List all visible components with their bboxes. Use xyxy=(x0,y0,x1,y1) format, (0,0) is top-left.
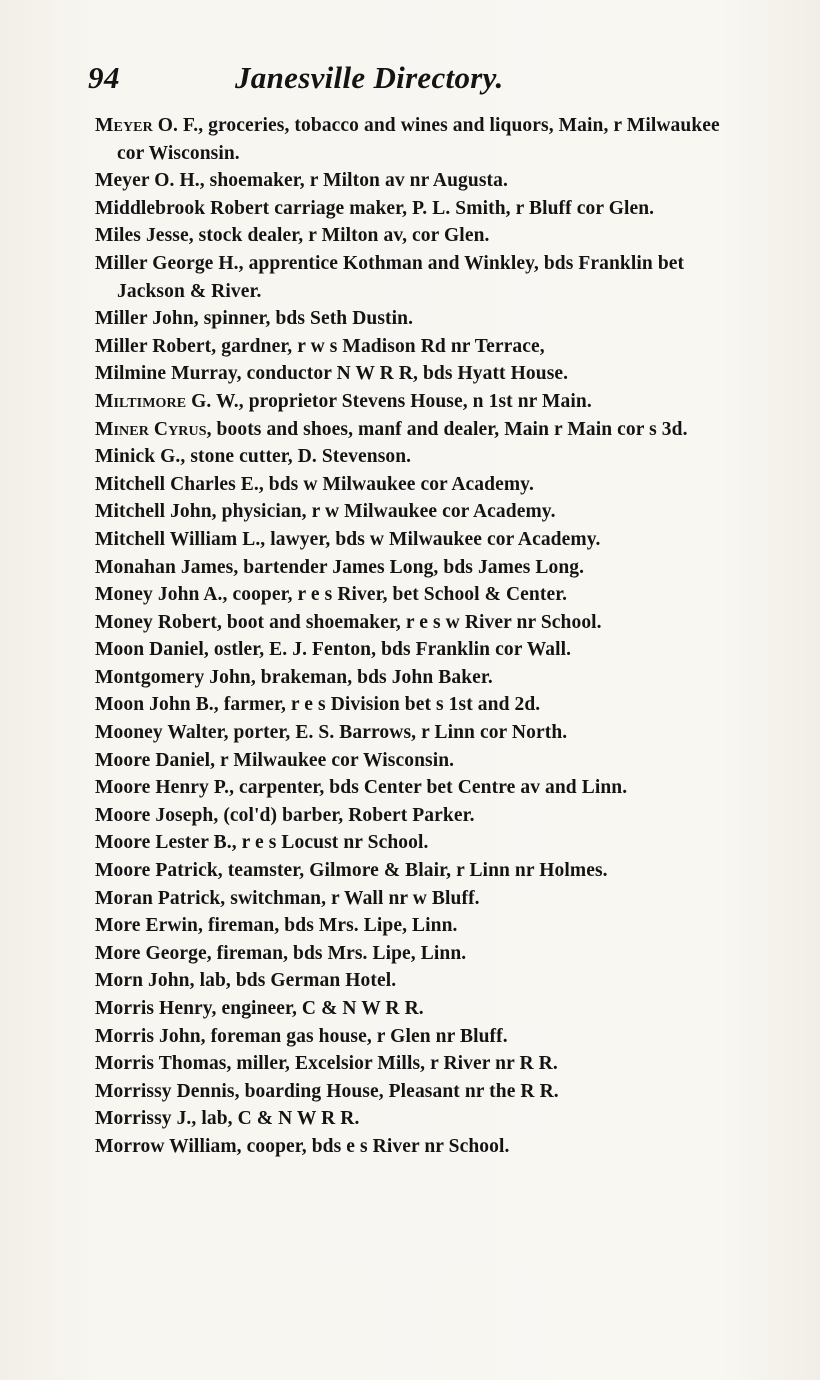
directory-entry xyxy=(95,498,745,526)
directory-entry xyxy=(95,195,745,223)
entry-text: O. F., groceries, tobacco and wines and liquors, Main, r Milwaukee cor Wisconsin. xyxy=(117,115,720,164)
directory-entry xyxy=(95,167,745,195)
entry-text: Morris John, foreman gas house, r Glen nr Bluff. xyxy=(95,1025,508,1047)
directory-entry xyxy=(95,443,745,471)
entry-surname-caps: Miltimore xyxy=(95,390,187,412)
directory-entry xyxy=(95,471,745,499)
entry-text: Moore Lester B., r e s Locust nr School. xyxy=(95,832,429,854)
directory-entry xyxy=(95,416,745,444)
entry-text: Montgomery John, brakeman, bds John Baker. xyxy=(95,666,493,688)
directory-entry xyxy=(95,360,745,388)
directory-entry xyxy=(95,691,745,719)
entry-text: Miller John, spinner, bds Seth Dustin. xyxy=(95,308,414,330)
entry-text: Moore Daniel, r Milwaukee cor Wisconsin. xyxy=(95,749,455,771)
entry-surname-caps: Meyer xyxy=(95,115,153,136)
directory-entry xyxy=(95,1133,745,1161)
directory-entry xyxy=(95,1023,745,1051)
directory-entry xyxy=(95,885,745,913)
entry-text: G. W., proprietor Stevens House, n 1st nr Main. xyxy=(186,390,592,412)
entry-text: Milmine Murray, conductor N W R R, bds Hyatt House. xyxy=(95,363,569,385)
directory-entry xyxy=(95,581,745,609)
entry-surname-caps: Miner Cyrus xyxy=(95,418,207,440)
directory-entry xyxy=(95,636,745,664)
entry-text: Morrissy J., lab, C & N W R R. xyxy=(95,1108,360,1130)
entry-text: More George, fireman, bds Mrs. Lipe, Linn. xyxy=(95,942,467,964)
directory-entry xyxy=(95,719,745,747)
page-number: 94 xyxy=(88,60,120,95)
entry-text: Mooney Walter, porter, E. S. Barrows, r Linn cor North. xyxy=(95,722,568,744)
entry-text: Moon John B., farmer, r e s Division bet s 1st and 2d. xyxy=(95,694,541,716)
entry-text: More Erwin, fireman, bds Mrs. Lipe, Linn. xyxy=(95,915,458,937)
directory-entry xyxy=(95,333,745,361)
directory-entry xyxy=(95,305,745,333)
directory-entry xyxy=(95,940,745,968)
directory-entry xyxy=(95,526,745,554)
directory-entry xyxy=(95,112,745,167)
directory-entry xyxy=(95,554,745,582)
entry-text: Miller George H., apprentice Kothman and Winkley, bds Franklin bet Jackson & River. xyxy=(95,252,685,302)
entry-text: Meyer O. H., shoemaker, r Milton av nr Augusta. xyxy=(95,170,508,192)
entry-text: Money John A., cooper, r e s River, bet School & Center. xyxy=(95,584,568,606)
directory-entry xyxy=(95,747,745,775)
entry-text: Monahan James, bartender James Long, bds James Long. xyxy=(95,556,585,578)
directory-entry xyxy=(95,995,745,1023)
directory-entry xyxy=(95,829,745,857)
entry-text: Middlebrook Robert carriage maker, P. L. Smith, r Bluff cor Glen. xyxy=(95,197,655,219)
entry-text: Minick G., stone cutter, D. Stevenson. xyxy=(95,446,412,468)
directory-entry xyxy=(95,912,745,940)
directory-entry xyxy=(95,1078,745,1106)
entry-text: Moon Daniel, ostler, E. J. Fenton, bds Franklin cor Wall. xyxy=(95,639,572,661)
entry-text: Miles Jesse, stock dealer, r Milton av, cor Glen. xyxy=(95,225,490,247)
entry-text: Moore Joseph, (col'd) barber, Robert Parker. xyxy=(95,804,475,826)
directory-entry xyxy=(95,250,745,305)
entry-text: Money Robert, boot and shoemaker, r e s w River nr School. xyxy=(95,611,602,633)
entry-text: Morris Henry, engineer, C & N W R R. xyxy=(95,998,424,1019)
directory-entry xyxy=(95,222,745,250)
entry-text: Morn John, lab, bds German Hotel. xyxy=(95,970,397,992)
entry-text: Moore Henry P., carpenter, bds Center bet Centre av and Linn. xyxy=(95,777,628,799)
directory-entry xyxy=(95,802,745,830)
directory-entry xyxy=(95,967,745,995)
directory-entry xyxy=(95,609,745,637)
directory-entry xyxy=(95,1105,745,1133)
directory-entry xyxy=(95,664,745,692)
directory-entry xyxy=(95,1050,745,1078)
entry-text: , boots and shoes, manf and dealer, Main r Main cor s 3d. xyxy=(206,418,688,440)
entry-text: Moran Patrick, switchman, r Wall nr w Bluff. xyxy=(95,887,480,909)
page-header xyxy=(88,58,728,104)
running-title: Janesville Directory. xyxy=(235,60,504,95)
entry-text: Mitchell Charles E., bds w Milwaukee cor Academy. xyxy=(95,473,534,495)
directory-entry xyxy=(95,388,745,416)
directory-entries xyxy=(95,112,745,1161)
entry-text: Mitchell John, physician, r w Milwaukee cor Academy. xyxy=(95,501,556,523)
entry-text: Moore Patrick, teamster, Gilmore & Blair, r Linn nr Holmes. xyxy=(95,860,608,882)
directory-entry xyxy=(95,857,745,885)
entry-text: Morris Thomas, miller, Excelsior Mills, r River nr R R. xyxy=(95,1053,558,1075)
entry-text: Morrow William, cooper, bds e s River nr School. xyxy=(95,1135,510,1157)
directory-entry xyxy=(95,774,745,802)
entry-text: Morrissy Dennis, boarding House, Pleasant nr the R R. xyxy=(95,1080,559,1102)
entry-text: Mitchell William L., lawyer, bds w Milwaukee cor Academy. xyxy=(95,528,601,550)
entry-text: Miller Robert, gardner, r w s Madison Rd nr Terrace, xyxy=(95,335,545,357)
